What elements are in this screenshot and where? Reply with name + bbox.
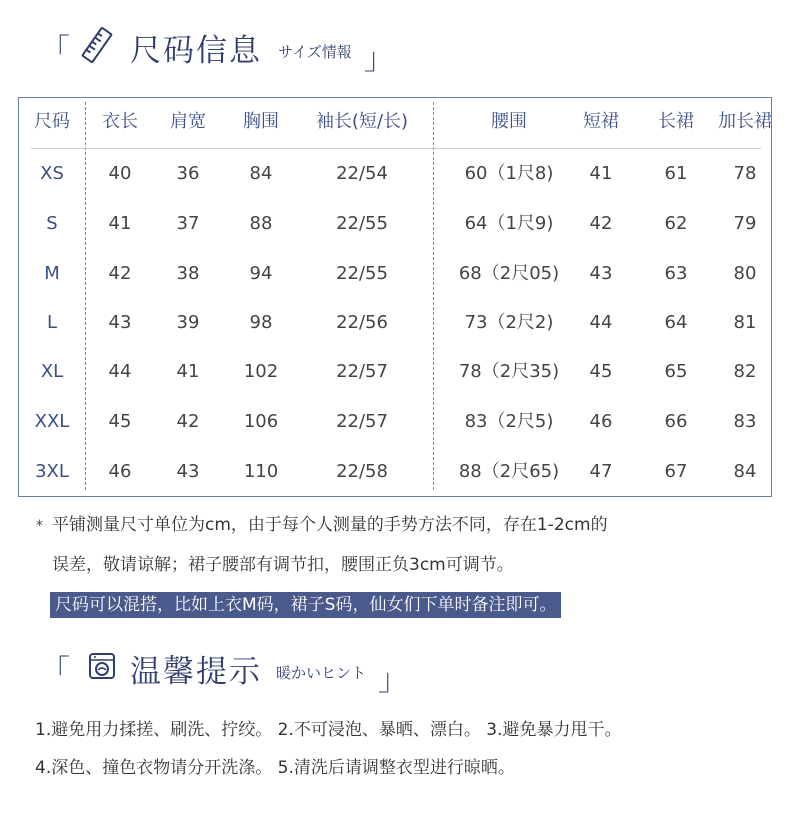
cell-extra-long-skirt: 82 [733, 361, 757, 382]
cell-long-skirt: 67 [664, 461, 688, 482]
cell-shoulder: 41 [176, 361, 200, 382]
cell-short-skirt: 44 [589, 312, 613, 333]
size-info-heading [40, 22, 394, 77]
cell-sleeve: 22/58 [336, 461, 388, 482]
cell-length: 42 [108, 263, 132, 284]
cell-waist: 83（2尺5) [464, 411, 554, 432]
cell-waist: 78（2尺35) [458, 361, 560, 382]
note-star: * [36, 518, 43, 534]
note-line-1 [36, 512, 776, 552]
cell-extra-long-skirt: 78 [733, 163, 757, 184]
cell-waist: 73（2尺2) [464, 312, 554, 333]
cell-extra-long-skirt: 83 [733, 411, 757, 432]
cell-shoulder: 37 [176, 213, 200, 234]
note-text-1: 平铺测量尺寸单位为cm，由于每个人测量的手势方法不同，存在1-2cm的 [52, 515, 608, 535]
cell-length: 44 [108, 361, 132, 382]
cell-short-skirt: 46 [589, 411, 613, 432]
cell-chest: 106 [243, 411, 279, 432]
care-instructions [35, 717, 775, 793]
header-size: 尺码 [34, 111, 70, 132]
open-bracket: 「 [40, 654, 70, 689]
care-tips-subtitle: 暖かいヒント [276, 663, 367, 682]
cell-sleeve: 22/54 [336, 163, 388, 184]
cell-size: S [46, 213, 58, 234]
cell-long-skirt: 66 [664, 411, 688, 432]
cell-chest: 84 [249, 163, 273, 184]
cell-shoulder: 43 [176, 461, 200, 482]
cell-short-skirt: 42 [589, 213, 613, 234]
cell-extra-long-skirt: 81 [733, 312, 757, 333]
open-bracket: 「 [40, 33, 70, 68]
size-info-title: 尺码信息 [130, 32, 262, 69]
mix-match-highlight: 尺码可以混搭，比如上衣M码，裙子S码，仙女们下单时备注即可。 [50, 592, 561, 618]
header-waist: 腰围 [491, 111, 527, 132]
cell-long-skirt: 61 [664, 163, 688, 184]
cell-size: 3XL [35, 461, 69, 482]
cell-sleeve: 22/56 [336, 312, 388, 333]
cell-short-skirt: 43 [589, 263, 613, 284]
cell-chest: 94 [249, 263, 273, 284]
cell-length: 41 [108, 213, 132, 234]
size-table [18, 97, 772, 497]
cell-shoulder: 39 [176, 312, 200, 333]
cell-sleeve: 22/57 [336, 361, 388, 382]
cell-length: 45 [108, 411, 132, 432]
cell-waist: 88（2尺65) [458, 461, 560, 482]
cell-extra-long-skirt: 80 [733, 263, 757, 284]
cell-long-skirt: 63 [664, 263, 688, 284]
note-line-2 [36, 552, 776, 592]
care-line-2: 4.深色、撞色衣物请分开洗涤。 5.清洗后请调整衣型进行晾晒。 [35, 758, 515, 778]
cell-chest: 98 [249, 312, 273, 333]
cell-length: 46 [108, 461, 132, 482]
note-text-2: 误差，敬请谅解；裙子腰部有调节扣，腰围正负3cm可调节。 [52, 555, 514, 575]
cell-length: 40 [108, 163, 132, 184]
header-short-skirt: 短裙 [583, 111, 619, 132]
cell-length: 43 [108, 312, 132, 333]
size-info-subtitle: サイズ情報 [278, 42, 352, 61]
cell-sleeve: 22/55 [336, 213, 388, 234]
care-tips-title: 温馨提示 [130, 653, 262, 690]
close-bracket: 」 [363, 42, 394, 77]
cell-sleeve: 22/57 [336, 411, 388, 432]
header-extra-long-skirt: 加长裙 [718, 111, 772, 132]
care-tips-heading [40, 645, 409, 698]
cell-size: XS [40, 163, 64, 184]
cell-long-skirt: 65 [664, 361, 688, 382]
cell-extra-long-skirt: 84 [733, 461, 757, 482]
column-divider [433, 102, 434, 490]
washing-machine-icon [88, 652, 116, 684]
cell-short-skirt: 41 [589, 163, 613, 184]
size-notes [36, 512, 776, 632]
care-line-1: 1.避免用力揉搓、刷洗、拧绞。 2.不可浸泡、暴晒、漂白。 3.避免暴力甩干。 [35, 720, 622, 740]
cell-shoulder: 36 [176, 163, 200, 184]
cell-shoulder: 42 [176, 411, 200, 432]
cell-size: M [44, 263, 60, 284]
cell-waist: 64（1尺9) [464, 213, 554, 234]
header-divider [31, 148, 761, 149]
header-sleeve: 袖长(短/长) [315, 111, 409, 132]
cell-long-skirt: 62 [664, 213, 688, 234]
cell-waist: 68（2尺05) [458, 263, 560, 284]
cell-extra-long-skirt: 79 [733, 213, 757, 234]
ruler-icon [80, 26, 114, 68]
cell-short-skirt: 45 [589, 361, 613, 382]
cell-waist: 60（1尺8) [464, 163, 554, 184]
cell-sleeve: 22/55 [336, 263, 388, 284]
cell-chest: 102 [243, 361, 279, 382]
cell-chest: 110 [243, 461, 279, 482]
header-length: 衣长 [102, 111, 138, 132]
note-line-3 [36, 592, 776, 632]
cell-long-skirt: 64 [664, 312, 688, 333]
cell-shoulder: 38 [176, 263, 200, 284]
cell-size: L [46, 312, 58, 333]
cell-chest: 88 [249, 213, 273, 234]
header-chest: 胸围 [243, 111, 279, 132]
cell-size: XXL [34, 411, 70, 432]
cell-short-skirt: 47 [589, 461, 613, 482]
close-bracket: 」 [378, 663, 409, 698]
header-shoulder: 肩宽 [170, 111, 206, 132]
cell-size: XL [40, 361, 64, 382]
header-long-skirt: 长裙 [658, 111, 694, 132]
